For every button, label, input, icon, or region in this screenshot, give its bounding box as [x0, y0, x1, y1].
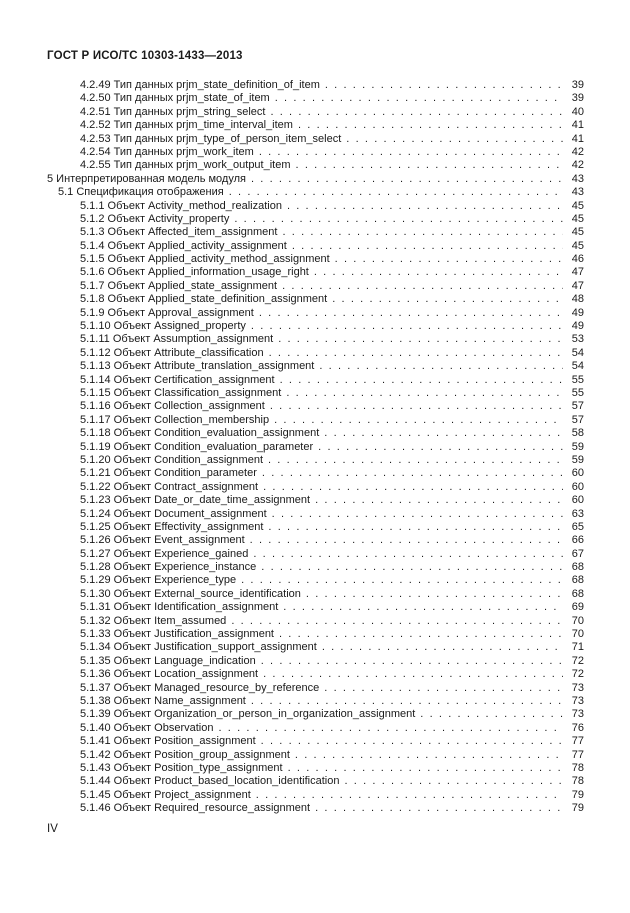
toc-entry-page: 60 [571, 480, 584, 493]
toc-entry [47, 802, 584, 815]
toc-entry-title: 5.1.11 Объект Assumption_assignment [80, 333, 274, 346]
toc-entry [47, 467, 584, 480]
toc-entry-title: 5.1 Спецификация отображения [58, 186, 224, 199]
toc-dot-leader [315, 494, 563, 507]
toc-entry-title: 4.2.55 Тип данных prjm_work_output_item [80, 159, 291, 172]
toc-entry-title: 5.1.2 Объект Activity_property [80, 212, 230, 225]
toc-entry-page: 69 [571, 601, 584, 614]
toc-dot-leader [270, 400, 563, 413]
toc-entry-page: 58 [571, 427, 584, 440]
toc-entry-page: 57 [571, 400, 584, 413]
toc-entry [47, 186, 584, 199]
toc-entry-title: 5.1.22 Объект Contract_assignment [80, 480, 259, 493]
toc-dot-leader [218, 722, 563, 735]
toc-entry-page: 67 [571, 547, 584, 560]
toc-entry-page: 49 [571, 320, 584, 333]
toc-entry-page: 60 [571, 467, 584, 480]
toc-entry-title: 5.1.5 Объект Applied_activity_method_assignment [80, 253, 330, 266]
toc-dot-leader [325, 79, 563, 92]
toc-entry [47, 374, 584, 387]
toc-dot-leader [322, 641, 563, 654]
toc-entry-title: 4.2.49 Тип данных prjm_state_definition_of_item [80, 79, 320, 91]
toc-entry-title: 5.1.31 Объект Identification_assignment [80, 601, 279, 614]
toc-entry [47, 360, 584, 373]
toc-dot-leader [292, 240, 563, 253]
toc-entry-page: 60 [571, 494, 584, 507]
toc-entry [47, 481, 584, 494]
toc-dot-leader [250, 534, 563, 547]
toc-dot-leader [319, 360, 563, 373]
toc-entry-page: 70 [571, 614, 584, 627]
toc-entry [47, 119, 584, 132]
toc-entry-page: 71 [571, 641, 584, 654]
toc-entry-page: 54 [571, 360, 584, 373]
toc-entry-page: 73 [571, 694, 584, 707]
toc-entry-page: 79 [571, 788, 584, 801]
toc-entry-page: 45 [571, 199, 584, 212]
document-number-header: ГОСТ Р ИСО/ТС 10303-1433—2013 [47, 50, 243, 62]
toc-entry [47, 762, 584, 775]
toc-entry-page: 57 [571, 413, 584, 426]
toc-entry-title: 5.1.14 Объект Certification_assignment [80, 373, 275, 386]
toc-entry [47, 226, 584, 239]
toc-entry [47, 561, 584, 574]
toc-entry-title: 5.1.16 Объект Collection_assignment [80, 400, 265, 413]
toc-entry [47, 173, 584, 186]
toc-entry-title: 5.1.9 Объект Approval_assignment [80, 306, 254, 319]
toc-entry-page: 59 [571, 440, 584, 453]
toc-entry [47, 641, 584, 654]
toc-entry [47, 414, 584, 427]
toc-entry-title: 4.2.54 Тип данных prjm_work_item [80, 145, 254, 158]
toc-entry-page: 68 [571, 587, 584, 600]
toc-entry [47, 722, 584, 735]
toc-entry-title: 5.1.25 Объект Effectivity_assignment [80, 520, 264, 533]
toc-entry [47, 400, 584, 413]
toc-dot-leader [251, 695, 563, 708]
toc-entry-title: 5 Интерпретированная модель модуля [47, 172, 246, 185]
toc-entry [47, 668, 584, 681]
toc-entry-page: 76 [571, 721, 584, 734]
toc-entry [47, 789, 584, 802]
toc-entry-page: 73 [571, 681, 584, 694]
toc-entry-page: 48 [571, 293, 584, 306]
toc-entry-page: 78 [571, 761, 584, 774]
toc-entry-title: 5.1.24 Объект Document_assignment [80, 507, 267, 520]
toc-entry-page: 66 [571, 534, 584, 547]
toc-entry [47, 574, 584, 587]
toc-entry-title: 4.2.51 Тип данных prjm_string_select [80, 105, 266, 118]
toc-entry-page: 53 [571, 333, 584, 346]
toc-dot-leader [275, 92, 563, 105]
toc-entry-title: 5.1.42 Объект Position_group_assignment [80, 748, 290, 761]
toc-entry-title: 5.1.19 Объект Condition_evaluation_parameter [80, 440, 314, 453]
toc-entry [47, 521, 584, 534]
toc-list [47, 79, 584, 815]
toc-entry-page: 39 [571, 92, 584, 105]
page-number-footer: IV [47, 823, 58, 835]
toc-entry-page: 77 [571, 748, 584, 761]
toc-dot-leader [251, 173, 563, 186]
toc-entry-page: 47 [571, 266, 584, 279]
toc-entry-title: 5.1.29 Объект Experience_type [80, 574, 237, 587]
toc-entry [47, 628, 584, 641]
toc-dot-leader [256, 789, 563, 802]
toc-entry-page: 45 [571, 212, 584, 225]
toc-entry-title: 5.1.35 Объект Language_indication [80, 654, 256, 667]
toc-dot-leader [272, 508, 563, 521]
toc-entry-page: 55 [571, 373, 584, 386]
toc-dot-leader [318, 441, 563, 454]
toc-entry [47, 79, 584, 92]
toc-entry-title: 5.1.7 Объект Applied_state_assignment [80, 279, 278, 292]
toc-entry-title: 5.1.13 Объект Attribute_translation_assignment [80, 360, 315, 373]
toc-entry-page: 41 [571, 132, 584, 145]
toc-entry-page: 59 [571, 453, 584, 466]
toc-entry-title: 5.1.21 Объект Condition_parameter [80, 467, 257, 480]
toc-entry [47, 494, 584, 507]
toc-dot-leader [231, 615, 563, 628]
toc-entry-page: 65 [571, 520, 584, 533]
toc-entry-page: 79 [571, 802, 584, 815]
toc-entry-title: 5.1.12 Объект Attribute_classification [80, 346, 264, 359]
toc-entry [47, 293, 584, 306]
toc-entry [47, 588, 584, 601]
toc-entry-title: 5.1.1 Объект Activity_method_realization [80, 199, 282, 212]
toc-dot-leader [344, 775, 563, 788]
toc-entry-title: 5.1.10 Объект Assigned_property [80, 320, 246, 333]
toc-entry-title: 5.1.38 Объект Name_assignment [80, 694, 246, 707]
toc-entry-page: 42 [571, 145, 584, 158]
toc-entry-page: 45 [571, 226, 584, 239]
toc-dot-leader [268, 521, 563, 534]
toc-dot-leader [261, 735, 563, 748]
toc-entry [47, 133, 584, 146]
toc-entry-title: 5.1.26 Объект Event_assignment [80, 534, 245, 547]
toc-entry-page: 55 [571, 386, 584, 399]
toc-entry-title: 5.1.44 Объект Product_based_location_identification [80, 775, 340, 788]
toc-entry [47, 655, 584, 668]
toc-entry-title: 4.2.53 Тип данных prjm_type_of_person_item_select [80, 132, 342, 145]
toc-entry-page: 43 [571, 172, 584, 185]
toc-entry-title: 5.1.32 Объект Item_assumed [80, 614, 227, 627]
toc-dot-leader [282, 226, 563, 239]
toc-entry [47, 534, 584, 547]
toc-entry-page: 78 [571, 775, 584, 788]
toc-dot-leader [315, 802, 563, 815]
toc-entry-title: 5.1.43 Объект Position_type_assignment [80, 761, 283, 774]
toc-dot-leader [251, 320, 563, 333]
toc-entry [47, 682, 584, 695]
toc-dot-leader [306, 588, 563, 601]
toc-dot-leader [263, 668, 563, 681]
toc-dot-leader [261, 655, 563, 668]
toc-entry-page: 40 [571, 105, 584, 118]
toc-entry-page: 49 [571, 306, 584, 319]
toc-entry-title: 5.1.33 Объект Justification_assignment [80, 628, 274, 641]
toc-entry-title: 5.1.27 Объект Experience_gained [80, 547, 249, 560]
toc-dot-leader [295, 749, 563, 762]
toc-entry-page: 43 [571, 186, 584, 199]
toc-dot-leader [279, 628, 563, 641]
toc-entry [47, 347, 584, 360]
toc-entry-page: 77 [571, 735, 584, 748]
toc-entry-page: 42 [571, 159, 584, 172]
toc-dot-leader [283, 601, 563, 614]
toc-entry-title: 5.1.3 Объект Affected_item_assignment [80, 226, 278, 239]
toc-entry-page: 72 [571, 654, 584, 667]
toc-dot-leader [268, 454, 563, 467]
toc-dot-leader [262, 467, 563, 480]
toc-dot-leader [324, 427, 563, 440]
toc-entry-page: 73 [571, 708, 584, 721]
toc-entry-page: 70 [571, 628, 584, 641]
toc-dot-leader [278, 333, 563, 346]
toc-entry-title: 5.1.34 Объект Justification_support_assignment [80, 641, 317, 654]
toc-dot-leader [296, 159, 563, 172]
toc-entry [47, 735, 584, 748]
toc-entry-page: 45 [571, 239, 584, 252]
toc-entry-title: 5.1.46 Объект Required_resource_assignment [80, 802, 311, 815]
toc-entry-page: 46 [571, 253, 584, 266]
toc-entry [47, 240, 584, 253]
toc-entry-title: 4.2.52 Тип данных prjm_time_interval_item [80, 119, 293, 132]
toc-entry [47, 548, 584, 561]
toc-entry [47, 253, 584, 266]
toc-entry-title: 5.1.37 Объект Managed_resource_by_reference [80, 681, 320, 694]
toc-dot-leader [270, 106, 563, 119]
toc-entry [47, 159, 584, 172]
toc-entry-title: 5.1.15 Объект Classification_assignment [80, 386, 282, 399]
toc-entry [47, 427, 584, 440]
toc-entry [47, 775, 584, 788]
toc-entry [47, 213, 584, 226]
toc-entry-title: 5.1.20 Объект Condition_assignment [80, 453, 263, 466]
toc-entry-title: 5.1.40 Объект Observation [80, 721, 214, 734]
toc-entry [47, 266, 584, 279]
toc-entry [47, 200, 584, 213]
toc-entry-title: 5.1.36 Объект Location_assignment [80, 668, 259, 681]
toc-entry-title: 5.1.39 Объект Organization_or_person_in_organization_assignment [80, 708, 416, 721]
toc-entry-title: 5.1.8 Объект Applied_state_definition_assignment [80, 293, 328, 306]
toc-entry [47, 601, 584, 614]
toc-entry [47, 307, 584, 320]
toc-dot-leader [269, 347, 563, 360]
toc-dot-leader [280, 374, 563, 387]
toc-dot-leader [234, 213, 563, 226]
toc-entry [47, 106, 584, 119]
toc-dot-leader [259, 307, 563, 320]
toc-entry [47, 508, 584, 521]
toc-entry [47, 320, 584, 333]
toc-entry [47, 708, 584, 721]
toc-dot-leader [332, 293, 563, 306]
toc-entry-title: 5.1.28 Объект Experience_instance [80, 561, 257, 574]
toc-entry [47, 92, 584, 105]
toc-entry [47, 280, 584, 293]
toc-entry [47, 333, 584, 346]
toc-dot-leader [274, 414, 563, 427]
toc-dot-leader [286, 387, 563, 400]
toc-dot-leader [287, 200, 563, 213]
toc-entry-page: 68 [571, 574, 584, 587]
toc-entry-page: 72 [571, 668, 584, 681]
toc-entry [47, 615, 584, 628]
toc-dot-leader [335, 253, 563, 266]
toc-entry-page: 47 [571, 279, 584, 292]
toc-dot-leader [229, 186, 563, 199]
toc-entry [47, 454, 584, 467]
toc-dot-leader [298, 119, 563, 132]
toc-dot-leader [259, 146, 563, 159]
toc-entry [47, 749, 584, 762]
toc-entry [47, 387, 584, 400]
toc-entry-title: 5.1.18 Объект Condition_evaluation_assignment [80, 427, 320, 440]
toc-dot-leader [263, 481, 563, 494]
toc-entry-page: 41 [571, 119, 584, 132]
toc-entry-title: 5.1.4 Объект Applied_activity_assignment [80, 239, 287, 252]
toc-dot-leader [288, 762, 563, 775]
toc-dot-leader [282, 280, 563, 293]
toc-entry-page: 63 [571, 507, 584, 520]
toc-entry-page: 54 [571, 346, 584, 359]
toc-entry-title: 5.1.17 Объект Collection_membership [80, 413, 270, 426]
toc-entry-title: 5.1.23 Объект Date_or_date_time_assignment [80, 494, 311, 507]
toc-entry [47, 695, 584, 708]
toc-entry-title: 5.1.45 Объект Project_assignment [80, 788, 251, 801]
toc-dot-leader [420, 708, 563, 721]
toc-entry-title: 4.2.50 Тип данных prjm_state_of_item [80, 92, 270, 105]
toc-dot-leader [314, 266, 563, 279]
toc-entry-title: 5.1.6 Объект Applied_information_usage_right [80, 266, 309, 279]
toc-dot-leader [241, 574, 563, 587]
toc-dot-leader [346, 133, 563, 146]
toc-entry-title: 5.1.30 Объект External_source_identification [80, 587, 301, 600]
toc-dot-leader [261, 561, 563, 574]
toc-entry [47, 441, 584, 454]
toc-entry-page: 68 [571, 561, 584, 574]
toc-entry-title: 5.1.41 Объект Position_assignment [80, 735, 256, 748]
toc-dot-leader [253, 548, 563, 561]
toc-dot-leader [324, 682, 563, 695]
toc-entry [47, 146, 584, 159]
toc-entry-page: 39 [571, 79, 584, 91]
